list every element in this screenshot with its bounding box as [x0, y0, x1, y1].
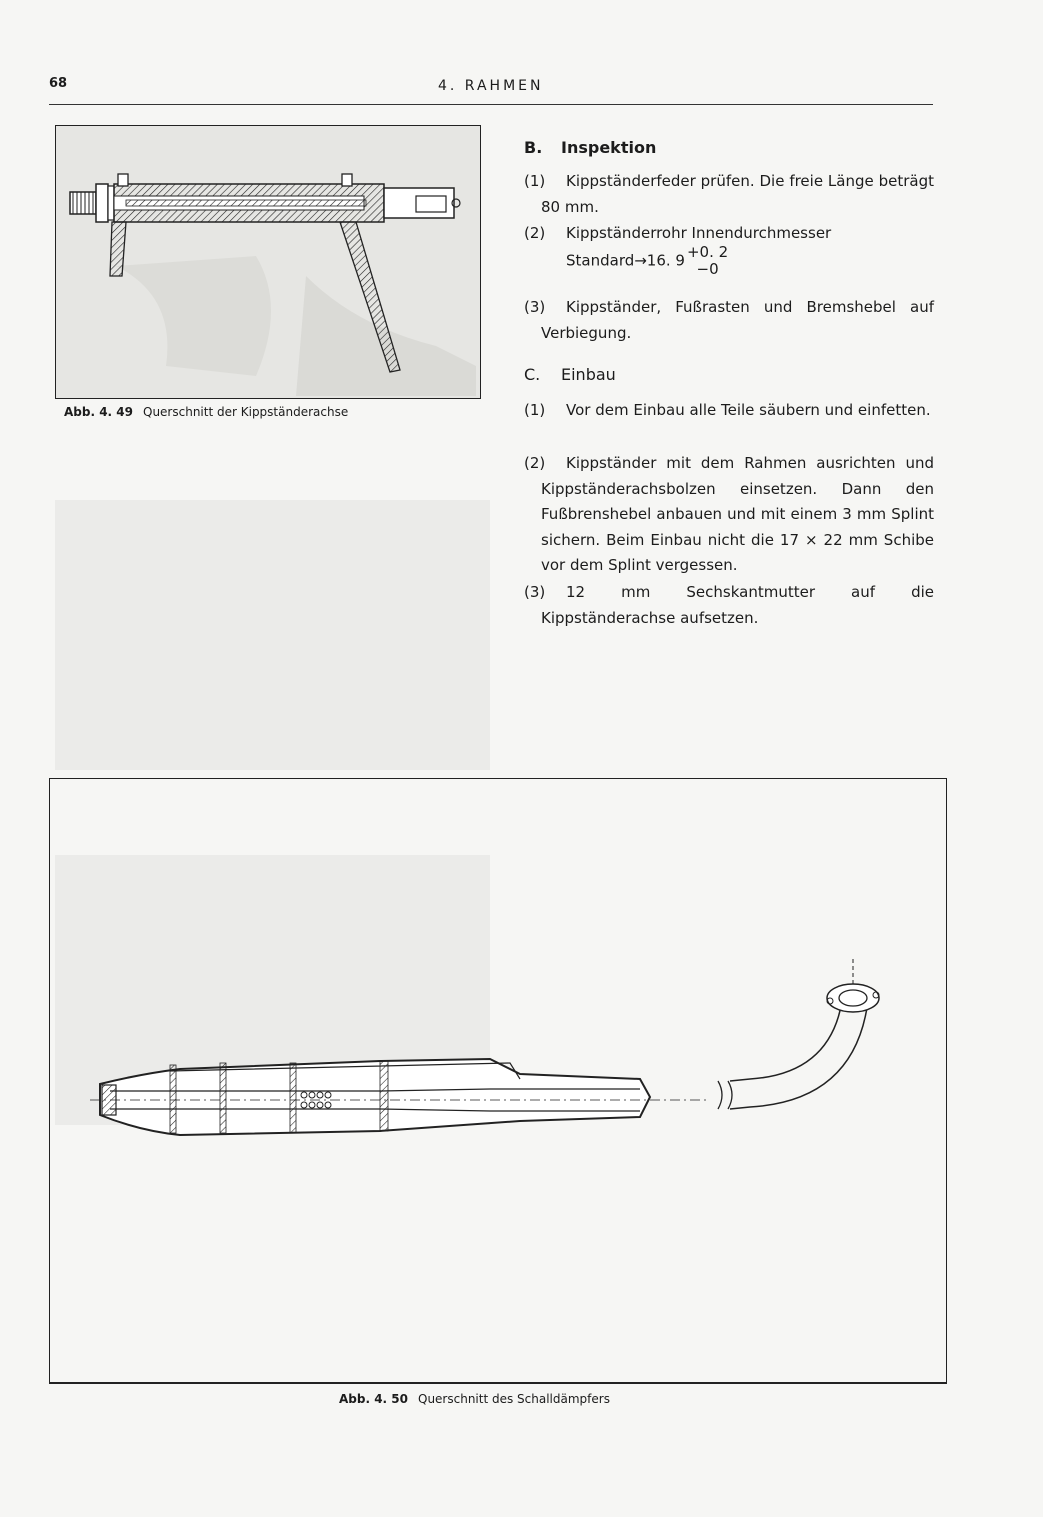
formula-tolerance — [687, 244, 728, 278]
item-number: (2) — [524, 454, 546, 472]
figure-4-50-schalldaempfer — [49, 778, 947, 1384]
tolerance-upper: +0. 2 — [686, 243, 729, 261]
tolerance-lower: −0 — [696, 260, 719, 278]
figure-caption-text: Querschnitt der Kippständerachse — [143, 405, 349, 419]
installation-item-3 — [524, 580, 934, 631]
item-text: Vor dem Einbau alle Teile säubern und einfetten. — [566, 401, 931, 419]
standard-tolerance-formula — [566, 244, 728, 278]
section-title: Inspektion — [561, 138, 657, 157]
item-number: (3) — [524, 298, 546, 316]
section-einbau-heading — [524, 365, 616, 384]
item-number: (1) — [524, 172, 546, 190]
figure-caption-text: Querschnitt des Schalldämpfers — [418, 1392, 610, 1406]
figure-number: Abb. 4. 49 — [64, 405, 133, 419]
figure-4-49-caption — [64, 405, 348, 419]
item-text: Kippständerfeder prüfen. Die freie Länge beträgt 80 mm. — [541, 172, 934, 216]
figure-4-50-caption — [339, 1392, 610, 1406]
installation-item-2 — [524, 451, 934, 579]
muffler-cross-section-drawing — [50, 779, 946, 1382]
header-rule — [49, 104, 933, 105]
item-text: 12 mm Sechskantmutter auf die Kippständerachse aufsetzen. — [541, 583, 934, 627]
formula-base: Standard→16. 9 — [566, 251, 685, 270]
figure-number: Abb. 4. 50 — [339, 1392, 408, 1406]
inspection-item-1 — [524, 169, 934, 220]
bleed-through-photo — [55, 500, 490, 770]
item-text: Kippständer mit dem Rahmen ausrichten und Kippständerachsbolzen einsetzen. Dann den Fußbrenshebel anbauen und mit einem 3 mm Splint sichern. Beim Einbau nicht die 17 × 22 mm Schibe vor dem Splint vergessen. — [541, 454, 934, 574]
section-letter: B. — [524, 138, 543, 157]
figure-4-49-kippstaenderachse — [55, 125, 481, 399]
section-letter: C. — [524, 365, 541, 384]
running-head: 4. RAHMEN — [438, 78, 544, 94]
section-inspektion-heading — [524, 138, 656, 157]
page-number: 68 — [49, 76, 68, 91]
installation-item-1 — [524, 398, 934, 424]
inspection-item-2 — [524, 221, 934, 247]
section-title: Einbau — [561, 365, 616, 384]
axle-cross-section-drawing — [56, 126, 480, 398]
item-text: Kippständer, Fußrasten und Bremshebel auf Verbiegung. — [541, 298, 934, 342]
item-number: (2) — [524, 224, 546, 242]
item-number: (3) — [524, 583, 546, 601]
inspection-item-3 — [524, 295, 934, 346]
item-number: (1) — [524, 401, 546, 419]
item-text: Kippständerrohr Innendurchmesser — [566, 224, 832, 242]
